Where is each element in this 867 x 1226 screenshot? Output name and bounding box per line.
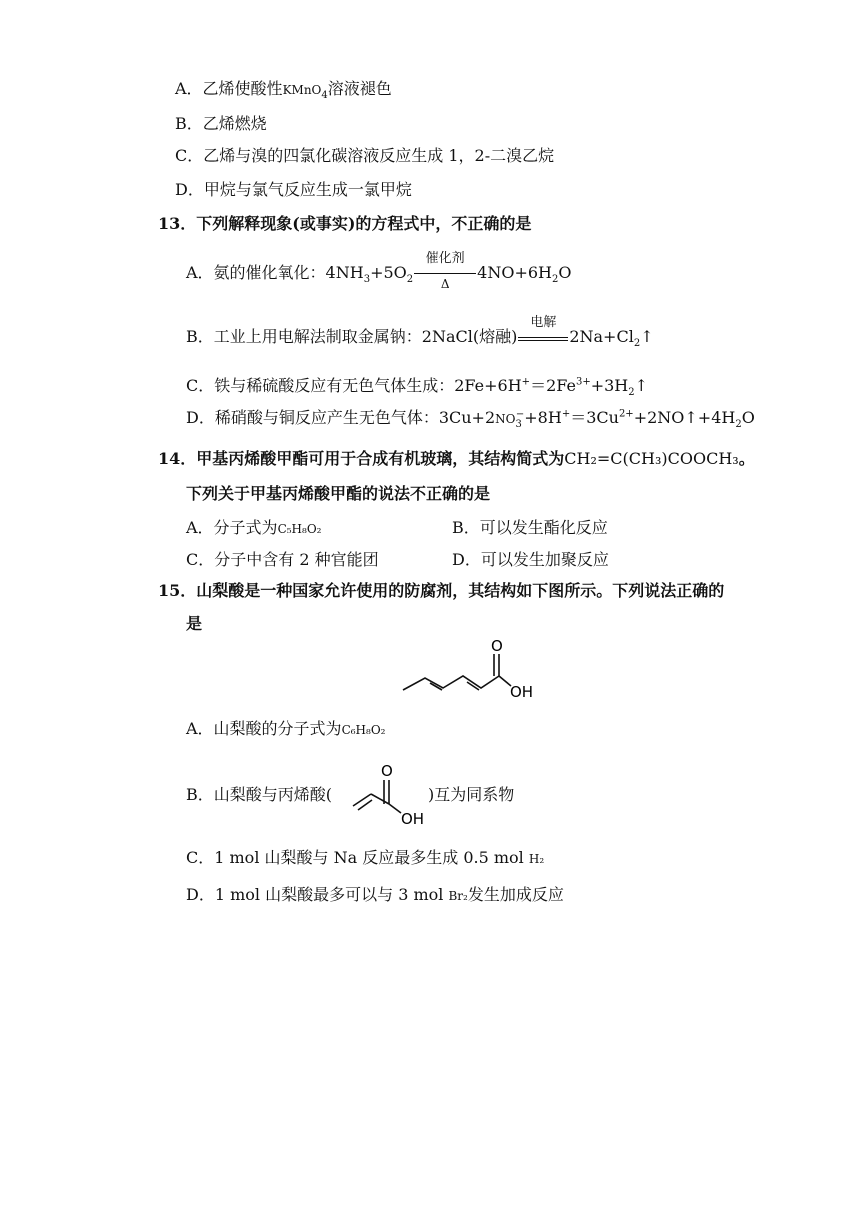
q13-a-catalyst: 催化剂 [425,250,465,266]
q12-a-formula: KMnO [282,83,322,97]
struct-oh-label: OH [510,683,534,701]
q13-stem: 13．下列解释现象(或事实)的方程式中，不正确的是 [158,214,532,233]
q15-option-d [186,885,564,906]
q14-formula: CH₂=C(CH₃)COOCH₃ [564,449,739,468]
q14-stem-line2: 下列关于甲基丙烯酸甲酯的说法不正确的是 [186,484,491,503]
q15-stem-line1: 15．山梨酸是一种国家允许使用的防腐剂，其结构如下图所示。下列说法正确的 [158,581,725,600]
q13-a-mid: +5O [370,263,407,282]
acrylic-acid-structure [345,758,435,828]
q15-a-text: A．山梨酸的分子式为 [186,719,342,738]
q13-d-end: +2NO↑+4H [633,408,736,427]
q12-a-suffix: 溶液褪色 [327,79,392,98]
q14-a-formula: C₅H₈O₂ [277,522,322,536]
q14-option-b: B．可以发生酯化反应 [452,518,608,537]
q13-d-mid2: ＝3Cu [570,408,619,427]
q13-b-text: B．工业上用电解法制取金属钠：2NaCl(熔融) [186,327,518,346]
q13-d-mid: +8H [524,408,562,427]
q13-a-heat: Δ [440,276,450,291]
q14-stem-line1 [158,449,755,469]
q12-a-sub: 4 [321,90,328,102]
q13-b-condition [518,314,568,348]
q12-a-text: A．乙烯使酸性 [175,79,283,98]
q15-b-prefix: B．山梨酸与丙烯酸( [186,785,333,804]
q14-stem-end: 。 [738,449,755,468]
q12-option-b: B．乙烯燃烧 [175,114,267,133]
q13-d-o: O [741,408,755,427]
acrylic-o-label: O [381,762,393,780]
q14-stem-text: 14．甲基丙烯酸甲酯可用于合成有机玻璃，其结构简式为 [158,449,565,468]
q12-option-c: C．乙烯与溴的四氯化碳溶液反应生成 1，2-二溴乙烷 [175,146,555,165]
q13-option-c: C．铁与稀硫酸反应有无色气体生成：$2Fe+6H^+=2Fe^{3+}+3H_2↑$ [186,376,649,399]
q12-option-d: D．甲烷与氯气反应生成一氯甲烷 [175,180,412,199]
acrylic-oh-label: OH [401,810,425,828]
q15-stem-line2: 是 [186,614,203,633]
q13-a-o: O [558,263,572,282]
q15-option-a [186,719,385,740]
sorbic-acid-structure [395,634,555,704]
q13-b-product: 2Na+Cl [569,327,634,346]
q15-d-prefix: D．1 mol 山梨酸最多可以与 3 mol [186,885,444,904]
q15-c-text: C．1 mol 山梨酸与 Na 反应最多生成 0.5 mol [186,848,524,867]
q13-c-mid: ＝2Fe [530,376,576,395]
q13-option-d: D．稀硝酸与铜反应产生无色气体：$3Cu+2NO_3^-+8H^+=3Cu^{2+}+2NO↑+4H_2O$ [186,408,755,431]
q13-option-a: A．氨的催化氧化：$4NH_3+5O_2$ 催化剂 Δ $4NO+6H_2O$ [186,250,572,291]
q13-d-no: NO [495,412,516,426]
q13-a-condition [414,250,476,291]
q13-d-text: D．稀硝酸与铜反应产生无色气体：3Cu+2 [186,408,496,427]
q13-c-end: +3H [590,376,629,395]
q14-option-d: D．可以发生加聚反应 [452,550,609,569]
q14-a-text: A．分子式为 [186,518,278,537]
q15-c-formula: H₂ [528,852,545,866]
q15-b-suffix: )互为同系物 [428,785,515,804]
q14-option-c: C．分子中含有 2 种官能团 [186,550,379,569]
q15-d-suffix: 发生加成反应 [467,885,564,904]
q15-a-formula: C₆H₈O₂ [341,723,386,737]
q13-a-text: A．氨的催化氧化：4NH [186,263,364,282]
q13-option-b: B．工业上用电解法制取金属钠：2NaCl(熔融) 电解 $2Na+Cl_2↑$ [186,314,654,350]
q13-a-product: 4NO+6H [477,263,552,282]
q15-option-c [186,848,544,869]
q15-d-formula: Br₂ [448,889,468,903]
q12-option-a [175,79,392,100]
struct-o-label: O [491,637,503,655]
q14-option-a [186,518,321,539]
q13-c-text: C．铁与稀硫酸反应有无色气体生成：2Fe+6H [186,376,522,395]
q13-b-electrolysis: 电解 [530,314,557,330]
